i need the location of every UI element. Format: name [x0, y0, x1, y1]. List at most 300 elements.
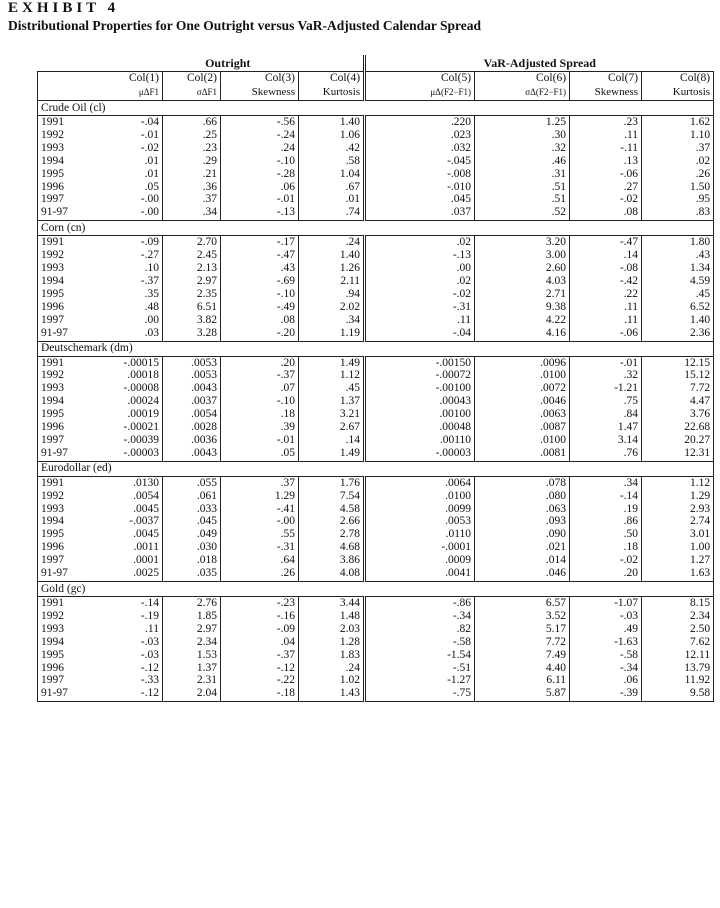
value-cell: .0072 [475, 382, 570, 395]
value-cell: .021 [475, 541, 570, 554]
value-cell: 2.34 [163, 636, 221, 649]
value-cell: .08 [570, 206, 642, 220]
section-header-row [38, 582, 714, 597]
value-cell: .0043 [163, 382, 221, 395]
table-row [38, 421, 714, 434]
column-label: Col(5) [365, 72, 475, 86]
value-cell: .00 [144, 313, 159, 326]
value-cell: .0099 [365, 503, 475, 516]
value-cell: 2.71 [475, 288, 570, 301]
year-cell: 1994 [38, 636, 93, 649]
value-cell: -.12 [93, 687, 163, 701]
value-cell: 2.74 [642, 515, 714, 528]
table-row [38, 687, 714, 701]
value-cell: .24 [299, 662, 365, 675]
value-cell: .05 [144, 180, 159, 193]
value-cell: 1.37 [299, 395, 365, 408]
value-cell: .04 [221, 636, 299, 649]
value-cell: 2.78 [299, 528, 365, 541]
value-cell: 1.19 [299, 327, 365, 341]
value-cell: .080 [475, 490, 570, 503]
section-header-row [38, 221, 714, 236]
value-cell: .26 [642, 168, 714, 181]
value-cell: .11 [570, 301, 642, 314]
value-cell: .0053 [163, 369, 221, 382]
value-cell: -.0037 [129, 515, 159, 528]
value-cell: -.27 [140, 249, 159, 262]
value-cell: -.10 [221, 395, 299, 408]
value-cell: 1.40 [642, 314, 714, 327]
value-cell: 9.38 [475, 301, 570, 314]
value-cell: .30 [475, 129, 570, 142]
table-row [38, 275, 714, 288]
value-cell: -.09 [221, 623, 299, 636]
value-cell: -.10 [221, 155, 299, 168]
year-cell: 1996 [38, 421, 93, 434]
value-cell: -.02 [140, 141, 159, 154]
column-sublabel: σΔF1 [163, 85, 221, 101]
value-cell: .00048 [365, 421, 475, 434]
value-cell: 1.50 [642, 181, 714, 194]
value-cell: .48 [144, 300, 159, 313]
section-header-row [38, 101, 714, 116]
value-cell: .31 [475, 168, 570, 181]
year-cell: 91-97 [38, 687, 93, 701]
value-cell: -.58 [365, 636, 475, 649]
value-cell: 3.20 [475, 236, 570, 249]
value-cell: -.00008 [123, 382, 159, 395]
value-cell: .0053 [163, 356, 221, 369]
value-cell: 2.60 [475, 262, 570, 275]
value-cell: .063 [475, 503, 570, 516]
value-cell: .37 [163, 193, 221, 206]
value-cell: .43 [642, 249, 714, 262]
value-cell: 1.04 [299, 168, 365, 181]
value-cell: -.22 [221, 674, 299, 687]
value-cell: 2.97 [163, 623, 221, 636]
value-cell: 4.40 [475, 662, 570, 675]
value-cell: .0028 [163, 421, 221, 434]
value-cell: 2.67 [299, 421, 365, 434]
value-cell: -.01 [221, 434, 299, 447]
value-cell: .32 [570, 369, 642, 382]
value-cell: .023 [365, 129, 475, 142]
value-cell: 7.54 [299, 490, 365, 503]
value-cell: -.03 [570, 610, 642, 623]
value-cell: .093 [475, 515, 570, 528]
year-cell: 1996 [38, 541, 93, 554]
exhibit-label: EXHIBIT 4 [8, 0, 120, 16]
value-cell: 1.80 [642, 236, 714, 249]
value-cell: .94 [299, 288, 365, 301]
value-cell: .03 [93, 327, 163, 341]
table-row [38, 554, 714, 567]
value-cell: 1.76 [299, 476, 365, 489]
value-cell: .50 [570, 528, 642, 541]
table-row [38, 142, 714, 155]
value-cell: 2.04 [163, 687, 221, 701]
year-cell: 91-97 [38, 567, 93, 581]
value-cell: -.00100 [365, 382, 475, 395]
year-cell: 1992 [38, 369, 93, 382]
column-sublabel: Skewness [570, 85, 642, 101]
value-cell: -.00 [140, 193, 159, 206]
column-sublabel: Kurtosis [642, 85, 714, 101]
value-cell: -.00003 [365, 447, 475, 461]
value-cell: .0081 [475, 447, 570, 461]
table-row [38, 369, 714, 382]
value-cell: 3.86 [299, 554, 365, 567]
table-row [38, 567, 714, 581]
year-cell: 1995 [38, 649, 93, 662]
value-cell: .32 [475, 142, 570, 155]
value-cell: -.12 [221, 662, 299, 675]
value-cell: 1.28 [299, 636, 365, 649]
year-cell: 1997 [38, 434, 93, 447]
value-cell: .34 [163, 206, 221, 220]
value-cell: 5.87 [475, 687, 570, 701]
table-row [38, 129, 714, 142]
column-sublabel: μΔ(F2−F1) [365, 85, 475, 101]
value-cell: 1.12 [299, 369, 365, 382]
table-row [38, 597, 714, 610]
value-cell: -.31 [221, 541, 299, 554]
value-cell: .13 [570, 155, 642, 168]
value-cell: 6.57 [475, 597, 570, 610]
value-cell: 7.72 [642, 382, 714, 395]
column-sublabel: Skewness [221, 85, 299, 101]
table-row [38, 649, 714, 662]
value-cell: .0036 [163, 434, 221, 447]
value-cell: .22 [570, 288, 642, 301]
value-cell: -.02 [570, 193, 642, 206]
year-cell: 1994 [38, 395, 93, 408]
value-cell: .01 [144, 154, 159, 167]
value-cell: .00019 [127, 408, 159, 421]
value-cell: -1.07 [570, 597, 642, 610]
value-cell: -.0001 [365, 541, 475, 554]
year-cell: 1997 [38, 193, 93, 206]
value-cell: 15.12 [642, 369, 714, 382]
value-cell: 9.58 [642, 687, 714, 701]
section-title: Eurodollar (ed) [38, 461, 714, 476]
value-cell: .0096 [475, 356, 570, 369]
section-header-row [38, 461, 714, 476]
value-cell: 3.21 [299, 408, 365, 421]
table-row [38, 408, 714, 421]
table-row [38, 515, 714, 528]
value-cell: 3.44 [299, 597, 365, 610]
year-cell: 91-97 [38, 206, 93, 220]
value-cell: .00 [365, 262, 475, 275]
value-cell: 2.97 [163, 275, 221, 288]
year-cell: 1991 [38, 116, 93, 129]
value-cell: .20 [221, 356, 299, 369]
value-cell: -.75 [365, 687, 475, 701]
value-cell: .018 [163, 554, 221, 567]
value-cell: .049 [163, 528, 221, 541]
table-row [38, 193, 714, 206]
value-cell: 5.17 [475, 623, 570, 636]
value-cell: .00043 [365, 395, 475, 408]
value-cell: .58 [299, 155, 365, 168]
table-row [38, 356, 714, 369]
value-cell: 7.49 [475, 649, 570, 662]
value-cell: 4.22 [475, 314, 570, 327]
value-cell: 6.51 [163, 301, 221, 314]
value-cell: .23 [570, 116, 642, 129]
value-cell: 1.85 [163, 610, 221, 623]
column-label: Col(4) [299, 72, 365, 86]
value-cell: .00024 [127, 395, 159, 408]
value-cell: -.13 [365, 249, 475, 262]
table-row [38, 382, 714, 395]
value-cell: .11 [570, 314, 642, 327]
value-cell: -.14 [570, 490, 642, 503]
value-cell: .02 [642, 155, 714, 168]
value-cell: -.69 [221, 275, 299, 288]
value-cell: .01 [299, 193, 365, 206]
year-cell: 1995 [38, 528, 93, 541]
value-cell: -.045 [365, 155, 475, 168]
group-header-outright: Outright [93, 55, 365, 72]
value-cell: .95 [642, 193, 714, 206]
group-header-var-spread: VaR-Adjusted Spread [365, 55, 714, 72]
value-cell: 3.52 [475, 610, 570, 623]
value-cell: .02 [365, 236, 475, 249]
value-cell: 12.31 [642, 447, 714, 461]
value-cell: 13.79 [642, 662, 714, 675]
value-cell: -1.63 [570, 636, 642, 649]
value-cell: 1.29 [642, 490, 714, 503]
value-cell: 4.59 [642, 275, 714, 288]
value-cell: .06 [570, 674, 642, 687]
value-cell: -.20 [221, 327, 299, 341]
value-cell: -.19 [140, 609, 159, 622]
value-cell: .39 [221, 421, 299, 434]
value-cell: .14 [299, 434, 365, 447]
value-cell: 2.66 [299, 515, 365, 528]
value-cell: .29 [163, 155, 221, 168]
value-cell: 1.63 [642, 567, 714, 581]
value-cell: -.00021 [123, 421, 159, 434]
value-cell: .36 [163, 181, 221, 194]
table-row [38, 314, 714, 327]
value-cell: -1.54 [365, 649, 475, 662]
table-row [38, 301, 714, 314]
value-cell: .0045 [133, 528, 159, 541]
table-row [38, 236, 714, 249]
value-cell: -.16 [221, 610, 299, 623]
value-cell: .11 [145, 622, 159, 635]
value-cell: -1.27 [365, 674, 475, 687]
value-cell: .19 [570, 503, 642, 516]
column-label: Col(1) [93, 72, 163, 86]
value-cell: 2.76 [163, 597, 221, 610]
value-cell: .26 [221, 567, 299, 581]
value-cell: 1.02 [299, 674, 365, 687]
table-row [38, 262, 714, 275]
value-cell: .0100 [475, 369, 570, 382]
year-cell: 1991 [38, 476, 93, 489]
value-cell: .030 [163, 541, 221, 554]
value-cell: 3.14 [570, 434, 642, 447]
value-cell: .27 [570, 181, 642, 194]
value-cell: 4.16 [475, 327, 570, 341]
table-row [38, 447, 714, 461]
value-cell: -.51 [365, 662, 475, 675]
value-cell: .82 [365, 623, 475, 636]
year-cell: 1993 [38, 382, 93, 395]
table-row [38, 623, 714, 636]
value-cell: -.17 [221, 236, 299, 249]
year-cell: 1994 [38, 515, 93, 528]
value-cell: .0037 [163, 395, 221, 408]
value-cell: .05 [221, 447, 299, 461]
value-cell: .52 [475, 206, 570, 220]
value-cell: .0110 [365, 528, 475, 541]
value-cell: -.31 [365, 301, 475, 314]
year-cell: 1994 [38, 275, 93, 288]
value-cell: -.18 [221, 687, 299, 701]
value-cell: 2.34 [642, 610, 714, 623]
value-cell: .66 [163, 116, 221, 129]
table-row [38, 674, 714, 687]
value-cell: -.86 [365, 597, 475, 610]
value-cell: .64 [221, 554, 299, 567]
value-cell: .20 [570, 567, 642, 581]
value-cell: 12.11 [642, 649, 714, 662]
year-cell: 1993 [38, 623, 93, 636]
table-title: Distributional Properties for One Outright versus VaR-Adjusted Calendar Spread [8, 18, 482, 33]
value-cell: .37 [221, 476, 299, 489]
value-cell: -.47 [221, 249, 299, 262]
year-cell: 1992 [38, 490, 93, 503]
value-cell: .06 [221, 181, 299, 194]
value-cell: .45 [642, 288, 714, 301]
value-cell: -.24 [221, 129, 299, 142]
table-row [38, 610, 714, 623]
value-cell: .0087 [475, 421, 570, 434]
table-row [38, 181, 714, 194]
value-cell: .35 [144, 287, 159, 300]
value-cell: 3.28 [163, 327, 221, 341]
column-label: Col(7) [570, 72, 642, 86]
table-row [38, 116, 714, 129]
value-cell: .34 [299, 314, 365, 327]
value-cell: -.23 [221, 597, 299, 610]
year-cell: 1996 [38, 662, 93, 675]
value-cell: 1.43 [299, 687, 365, 701]
value-cell: 2.02 [299, 301, 365, 314]
value-cell: 12.15 [642, 356, 714, 369]
value-cell: .23 [163, 142, 221, 155]
value-cell: .75 [570, 395, 642, 408]
value-cell: 1.83 [299, 649, 365, 662]
table-body [38, 101, 714, 702]
value-cell: 2.13 [163, 262, 221, 275]
value-cell: .0009 [365, 554, 475, 567]
year-cell: 1995 [38, 168, 93, 181]
table-row [38, 155, 714, 168]
value-cell: -.008 [365, 168, 475, 181]
column-label: Col(2) [163, 72, 221, 86]
column-sublabel: Kurtosis [299, 85, 365, 101]
value-cell: .86 [570, 515, 642, 528]
value-cell: 1.49 [299, 447, 365, 461]
table-row [38, 434, 714, 447]
value-cell: -.00015 [123, 356, 159, 369]
value-cell: .00100 [365, 408, 475, 421]
year-cell: 91-97 [38, 327, 93, 341]
value-cell: -.02 [365, 288, 475, 301]
value-cell: -.010 [365, 181, 475, 194]
value-cell: .11 [570, 129, 642, 142]
value-cell: 1.40 [299, 116, 365, 129]
section-title: Gold (gc) [38, 582, 714, 597]
value-cell: .061 [163, 490, 221, 503]
value-cell: .078 [475, 476, 570, 489]
value-cell: -.11 [570, 142, 642, 155]
table-row [38, 503, 714, 516]
value-cell: 7.62 [642, 636, 714, 649]
value-cell: 1.47 [570, 421, 642, 434]
value-cell: -.03 [140, 635, 159, 648]
table-row [38, 395, 714, 408]
value-cell: 2.50 [642, 623, 714, 636]
value-cell: -.06 [570, 327, 642, 341]
year-cell: 1993 [38, 262, 93, 275]
table-row [38, 636, 714, 649]
value-cell: -.00150 [365, 356, 475, 369]
table-row [38, 662, 714, 675]
table-row [38, 168, 714, 181]
value-cell: .07 [221, 382, 299, 395]
column-sublabel: σΔ(F2−F1) [475, 85, 570, 101]
value-cell: .0011 [133, 541, 159, 554]
year-cell: 1993 [38, 142, 93, 155]
value-cell: 1.27 [642, 554, 714, 567]
value-cell: -.06 [570, 168, 642, 181]
column-label: Col(3) [221, 72, 299, 86]
value-cell: .0100 [365, 490, 475, 503]
value-cell: -.37 [221, 649, 299, 662]
section-title: Crude Oil (cl) [38, 101, 714, 116]
table-row [38, 490, 714, 503]
value-cell: 2.45 [163, 249, 221, 262]
value-cell: -.04 [365, 327, 475, 341]
column-label: Col(6) [475, 72, 570, 86]
value-cell: .02 [365, 275, 475, 288]
value-cell: 1.26 [299, 262, 365, 275]
value-cell: -.37 [140, 274, 159, 287]
value-cell: -.56 [221, 116, 299, 129]
value-cell: 4.68 [299, 541, 365, 554]
value-cell: -.39 [570, 687, 642, 701]
value-cell: .0054 [163, 408, 221, 421]
year-cell: 1996 [38, 181, 93, 194]
value-cell: 2.35 [163, 288, 221, 301]
value-cell: -.00 [221, 515, 299, 528]
value-cell: 1.53 [163, 649, 221, 662]
section-header-row [38, 341, 714, 356]
value-cell: .00110 [365, 434, 475, 447]
value-cell: .046 [475, 567, 570, 581]
value-cell: 7.72 [475, 636, 570, 649]
year-cell: 1991 [38, 597, 93, 610]
value-cell: -.14 [140, 597, 159, 609]
value-cell: -.58 [570, 649, 642, 662]
